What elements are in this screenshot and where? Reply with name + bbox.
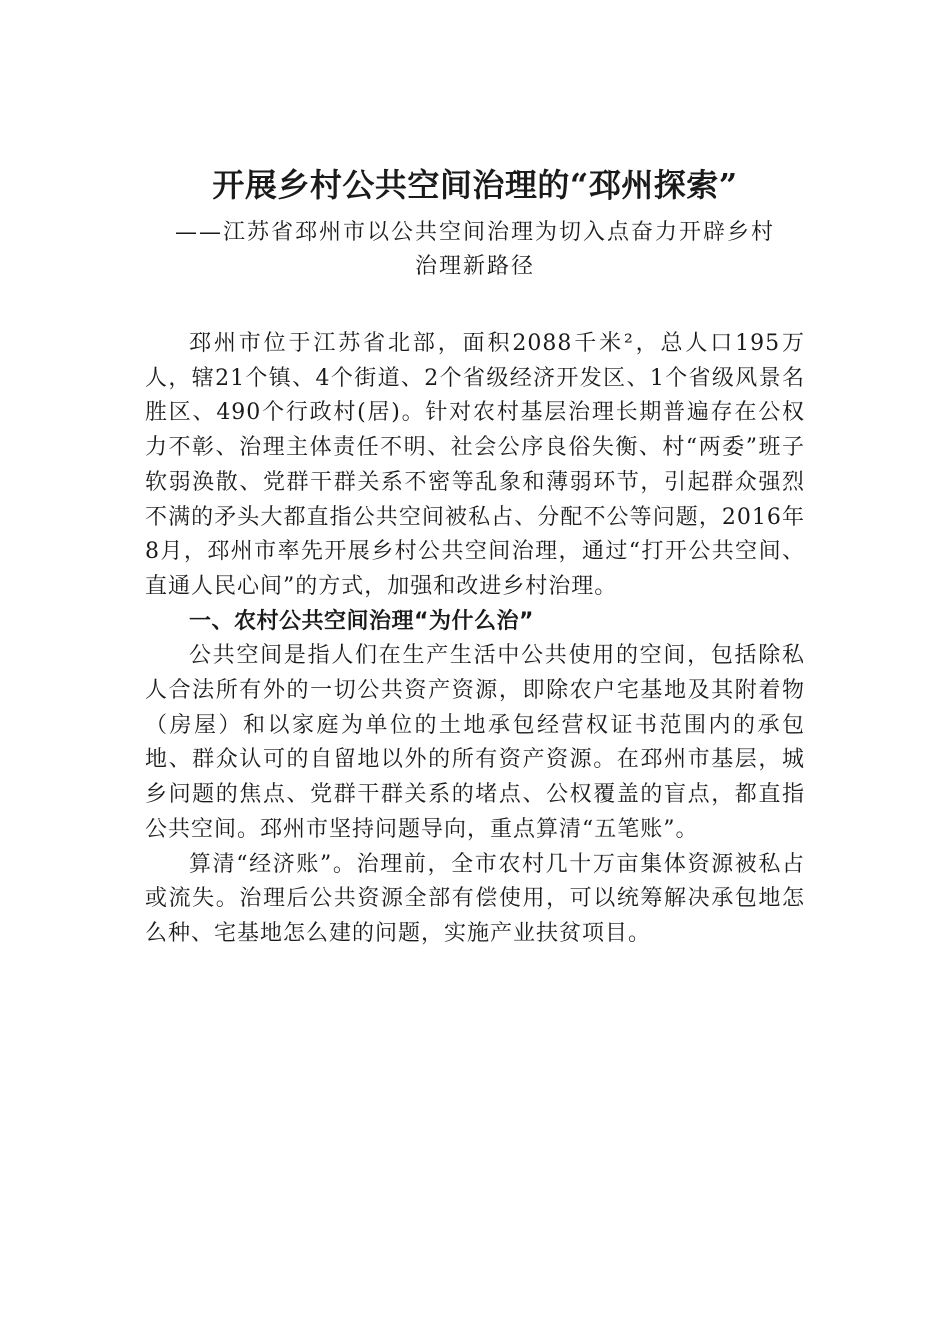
subtitle-line-1: ——江苏省邳州市以公共空间治理为切入点奋力开辟乡村 (174, 220, 775, 245)
document-page (145, 158, 805, 952)
paragraph-intro: 邳州市位于江苏省北部，面积2088千米²，总人口195万人，辖21个镇、4个街道、2个省级经济开发区、1个省级风景名胜区、490个行政村(居)。针对农村基层治理长期普遍存在公权力不彰、治理主体责任不明、社会公序良俗失衡、村“两委”班子软弱涣散、党群干群关系不密等乱象和薄弱环节，引起群众强烈不满的矛头大都直指公共空间被私占、分配不公等问题，2016年8月，邳州市率先开展乡村公共空间治理，通过“打开公共空间、直通人民心间”的方式，加强和改进乡村治理。 (145, 331, 805, 599)
paragraph-public-space: 公共空间是指人们在生产生活中公共使用的空间，包括除私人合法所有外的一切公共资产资源，即除农户宅基地及其附着物（房屋）和以家庭为单位的土地承包经营权证书范围内的承包地、群众认可的自留地以外的所有资产资源。在邳州市基层，城乡问题的焦点、党群干群关系的堵点、公权覆盖的盲点，都直指公共空间。邳州市坚持问题导向，重点算清“五笔账”。 (145, 643, 805, 842)
section-heading: 一、农村公共空间治理“为什么治” (189, 608, 534, 634)
document-subtitle (145, 216, 805, 284)
document-title: 开展乡村公共空间治理的“邳州探索” (212, 166, 738, 204)
document-body (145, 327, 805, 952)
paragraph-economic-account: 算清“经济账”。治理前，全市农村几十万亩集体资源被私占或流失。治理后公共资源全部有偿使用，可以统筹解决承包地怎么种、宅基地怎么建的问题，实施产业扶贫项目。 (145, 851, 805, 946)
subtitle-line-2: 治理新路径 (414, 254, 535, 279)
